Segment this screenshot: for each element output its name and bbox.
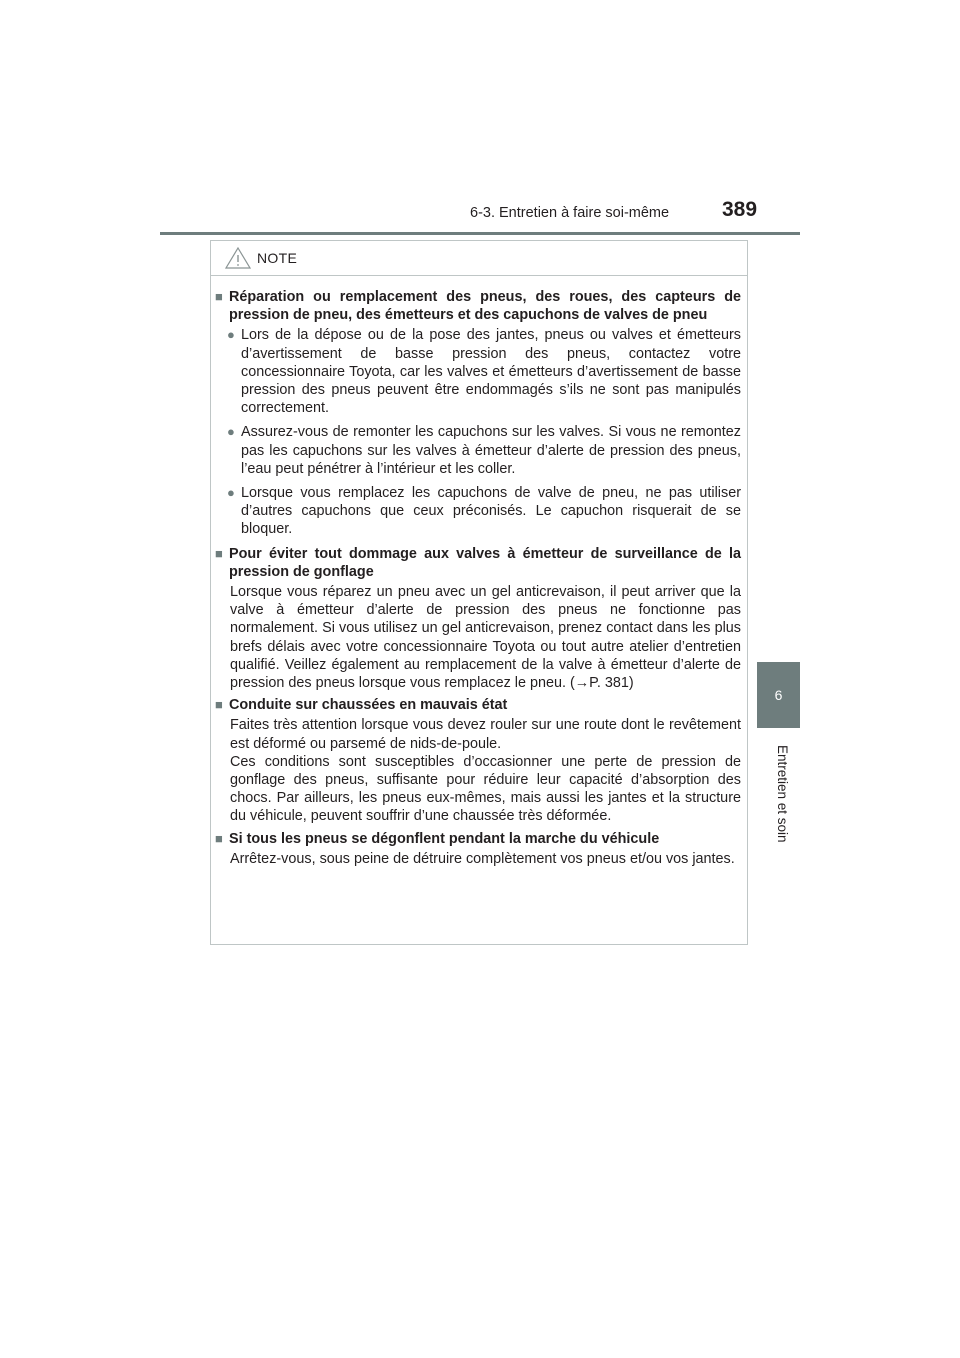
section-heading-text: Pour éviter tout dommage aux valves à émetteur de surveillance de la pression de gonflage xyxy=(229,545,741,580)
note-title: NOTE xyxy=(257,250,298,266)
page-number: 389 xyxy=(722,198,758,221)
chapter-number: 6 xyxy=(774,687,783,703)
bullet-text: Lors de la dépose ou de la pose des jantes, pneus ou valves et émetteurs d’avertissement de basse pression des pneus, contactez votre concessionnaire Toyota, car les valves et émetteurs d’avertissement de basse pression des pneus peuvent être endommagés s’ils ne sont pas manipulés correctement. xyxy=(241,327,741,417)
chapter-label: Entretien et soin xyxy=(775,745,790,843)
section-heading xyxy=(215,288,741,324)
section-heading xyxy=(215,696,741,714)
note-body xyxy=(211,276,747,868)
square-bullet-icon: ■ xyxy=(215,697,223,713)
warning-icon xyxy=(225,247,251,269)
section-heading-text: Réparation ou remplacement des pneus, des roues, des capteurs de pression de pneu, des émetteurs et des capuchons de valves de pneu xyxy=(229,289,741,324)
chapter-tab xyxy=(757,662,800,728)
section-heading xyxy=(215,830,741,848)
bullet-item xyxy=(227,484,741,539)
square-bullet-icon: ■ xyxy=(215,289,223,304)
bullet-text: Lorsque vous remplacez les capuchons de valve de pneu, ne pas utiliser d’autres capuchons que ceux préconisés. Le capuchon risquerait de se bloquer. xyxy=(241,485,741,538)
note-header xyxy=(211,241,747,276)
bullet-text: Assurez-vous de remonter les capuchons sur les valves. Si vous ne remontez pas les capuchons sur les valves à émetteur d’alerte de pression des pneus, l’eau peut pénétrer à l’intérieur et les coller. xyxy=(241,424,741,477)
section-title: 6-3. Entretien à faire soi-même xyxy=(470,205,670,221)
round-bullet-icon: ● xyxy=(227,485,235,501)
bullet-item xyxy=(227,326,741,417)
section-paragraph: Lorsque vous réparez un pneu avec un gel anticrevaison, il peut arriver que la valve à émetteur d’alerte de pression des pneus ne fonctionne pas normalement. Si vous utilisez un gel anticrevaison, prenez contact dans les plus brefs délais avec votre concessionnaire Toyota ou tout autre atelier d’entretien qualifié. Veillez également au remplacement de la valve à émetteur d’alerte de pression des pneus lorsque vous remplacez le pneu. (→P. 381) xyxy=(230,584,741,692)
round-bullet-icon: ● xyxy=(227,424,235,440)
round-bullet-icon: ● xyxy=(227,327,235,343)
bullet-item xyxy=(227,423,741,478)
section-heading-text: Si tous les pneus se dégonflent pendant la marche du véhicule xyxy=(229,830,660,847)
note-section xyxy=(215,288,741,539)
section-paragraph: Ces conditions sont susceptibles d’occasionner une perte de pression de gonflage des pneus, suffisante pour réduire leur capacité d’absorption des chocs. Par ailleurs, les pneus eux-mêmes, mais aussi les jantes et la structure du véhicule, peuvent souffrir d’une chaussée très déformée. xyxy=(230,753,741,825)
header-divider xyxy=(160,232,800,235)
note-section xyxy=(215,545,741,693)
note-box xyxy=(210,240,748,945)
square-bullet-icon: ■ xyxy=(215,830,223,846)
square-bullet-icon: ■ xyxy=(215,545,223,561)
section-paragraph: Faites très attention lorsque vous devez rouler sur une route dont le revêtement est déformé ou parsemé de nids-de-poule. xyxy=(230,717,741,752)
section-heading xyxy=(215,545,741,581)
section-paragraph: Arrêtez-vous, sous peine de détruire complètement vos pneus et/ou vos jantes. xyxy=(230,850,735,867)
section-heading-text: Conduite sur chaussées en mauvais état xyxy=(229,697,508,714)
note-section xyxy=(215,696,741,825)
note-section xyxy=(215,830,741,868)
